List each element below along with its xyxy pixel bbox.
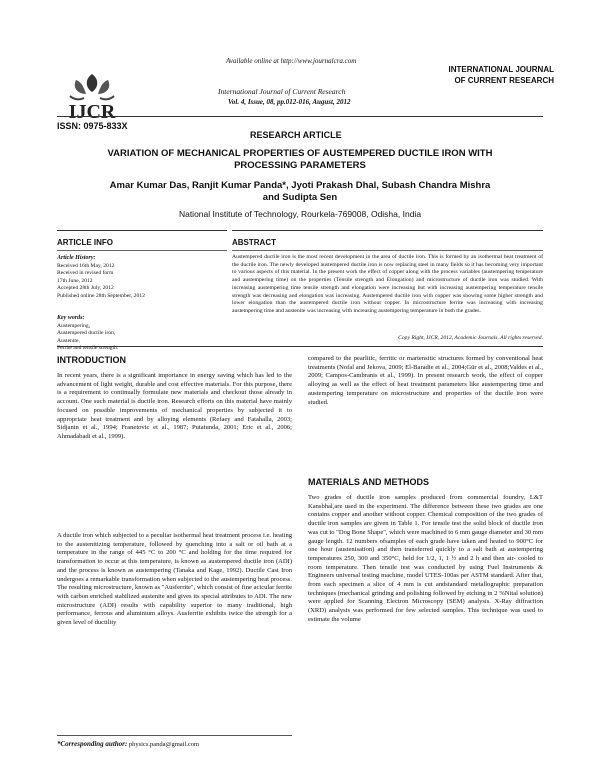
affiliation: National Institute of Technology, Rourkela-769008, Odisha, India — [178, 209, 422, 219]
divider — [57, 250, 227, 251]
author-list — [60, 180, 540, 204]
divider — [57, 346, 543, 347]
svg-text:IJCR: IJCR — [68, 101, 116, 123]
divider — [232, 230, 543, 231]
abstract-text: Austempered ductile iron is the most recent development in the area of ductile iron. This is formed by an isothermal heat treatment of the ductile iron. The newly developed austempered ductile iron is now replacing steel in many fields so it has becoming very important to various aspects of this material. In the present work the effect of copper along with the process variables (austempering temperature and austempering time) on the properties (Tensile strength and Elongation) and microstructure of ductile iron was studied. With increasing austempering time tensile strength and elongation were increasing but with increasing austempering temperature tensile strength was decreasing and elongation was increasing. Austempered ductile iron with copper was showing some higher strength and lower elongation than the austempered ductile iron without copper. In microstructure ferrite was increasing with increasing austempering time and austenite was increasing with increasing austempering temperature in both the grades. — [232, 254, 543, 314]
authors-line-2: and Sudipta Sen — [262, 192, 338, 203]
keyword-item: Ferrite and tensile strength. — [57, 345, 119, 352]
revised-date: 17th June, 2012 — [57, 277, 93, 284]
authors-line-1: Amar Kumar Das, Ranjit Kumar Panda*, Jyoti Prakash Dhal, Subash Chandra Mishra — [109, 180, 491, 191]
article-info-heading: ARTICLE INFO — [57, 238, 113, 247]
introduction-heading: INTRODUCTION — [57, 355, 126, 365]
article-type: RESEARCH ARTICLE — [250, 130, 342, 140]
divider — [57, 230, 227, 231]
keyword-item: Austempering, — [57, 322, 91, 329]
introduction-paragraph: In recent years, there is a significant importance in energy saving which has led to the advancement of light weight, durable and cost effective materials. For this purpose, there is a requirement to continually formulate new materials and checkout those already in account. One such material is ductile iron. Research efforts on this material have mainly focused on possible improvements of mechanical properties by subjected it to appropriate heat treatment and by alloying elements (Refaey and Fatahalla, 2003; Sidjanin et al., 1994; Franetovic et al., 1987; Putatunda, 2001; Eric et al., 2006; Ahmadabadi et al., 1999). — [57, 372, 292, 440]
header-rule — [57, 116, 543, 117]
history-heading: Article History: — [57, 255, 96, 261]
methods-paragraph: Two grades of ductile iron samples produced from commercial foundry, L&T Kansbhal,are used in the experiment. The difference between these two grades are one contains copper and another without copper. Chemical composition of the two grades of ductile iron samples are given in Table 1. For tensile test the solid block of ductile iron was cut to "Dog Bone Shape", which were machined to 6 mm gauge diameter and 30 mm gauge length. 12 numbers ofsamples of each grade have taken and heated to 900°C for one hour (austenisation) and then transferred quickly to a salt bath at austempering temperatures 250, 300 and 350°C, held for 1/2, 1, 1 ½ and 2 h and then air- cooled to room temperature. Then tensile test was conducted by using Fuel Instruments & Engineers universal testing machine, model UTES-100as per ASTM standard. After that, from each specimen a slice of 4 mm is cut andstandard metallographic preparation techniques (mechanical grinding and polishing followed by etching in 2 %Nital solution) were applied for Scanning Electron Microscopy (SEM) analysis. X-Ray diffraction (XRD) analysis was performed for few selected samples. This technique was used to estimate the volume — [308, 494, 543, 623]
masthead-line-2: OF CURRENT RESEARCH — [454, 76, 554, 85]
footnote-rule — [57, 735, 292, 736]
keywords-heading: Key words: — [57, 315, 85, 321]
introduction-paragraph: compared to the pearlitic, ferritic or martensitic structures formed by conventional heat treatments (Nofal and Jekova, 2009; El-Baradie et al., 2004;Gür et al., 2008;Valdes et al., 2009; Campos-Cambranis et al., 1999). In present research work, the effect of copper alloying as well as the effect of heat treatment parameters like austempering time and austempering temperature on microstructure and properties of the ductile iron were studied. — [308, 355, 543, 406]
corresponding-email[interactable]: physics.panda@gmail.com — [128, 741, 200, 748]
published-date: Published online 28th September, 2012 — [57, 292, 145, 299]
copyright-notice: Copy Right, IJCR, 2012, Academic Journals. All rights reserved. — [398, 335, 543, 341]
issn: ISSN: 0975-833X — [57, 121, 128, 131]
received-date: Received 16th May, 2012 — [57, 262, 115, 269]
keyword-item: Austenite, — [57, 337, 80, 344]
availability-line: Available online at http://www.journalcra.com — [226, 57, 357, 65]
keywords — [57, 315, 227, 353]
corresponding-author — [57, 740, 199, 748]
revised-label: Received in revised form — [57, 270, 114, 277]
divider — [232, 250, 543, 251]
journal-logo — [62, 70, 122, 126]
methods-heading: MATERIALS AND METHODS — [308, 477, 429, 487]
article-history — [57, 255, 227, 301]
introduction-paragraph: A ductile iron which subjected to a peculiar isothermal heat treatment process i.e. heating to the austenitizing temperature, followed by quenching into a salt or oil bath at a temperature in the range of 445 °C to 200 °C and holding for the time required for transformation to occur at this temperature, is known as austempered ductile iron (ADI) and the process is known as austempering (Tanaka and Kage, 1992). Ductile Cast Iron undergoes a remarkable transformation when subjected to the austempering heat process. The resulting microstructure, known as "Ausferrite", which consist of fine acicular ferrite with carbon enriched stabilized austenite and gives its special attributes to ADI. The new microstructure (ADI) results with capability superior to many traditional, high performance, ferrous and aluminium alloys. Ausferrite exhibits twice the strength for a given level of ductility — [57, 532, 292, 627]
masthead-line-1: INTERNATIONAL JOURNAL — [448, 65, 554, 74]
paper-title: VARIATION OF MECHANICAL PROPERTIES OF AUSTEMPERED DUCTILE IRON WITH PROCESSING PARAMETERS — [107, 148, 493, 171]
journal-volume: Vol. 4, Issue, 08, pp.012-016, August, 2012 — [228, 98, 351, 106]
corresponding-label: *Corresponding author: — [57, 740, 128, 748]
journal-masthead — [424, 64, 554, 86]
keyword-item: Austempered ductile iron, — [57, 330, 116, 337]
journal-name: International Journal of Current Research — [218, 87, 346, 96]
abstract-heading: ABSTRACT — [232, 238, 276, 247]
accepted-date: Accepted 28th July, 2012 — [57, 285, 114, 292]
